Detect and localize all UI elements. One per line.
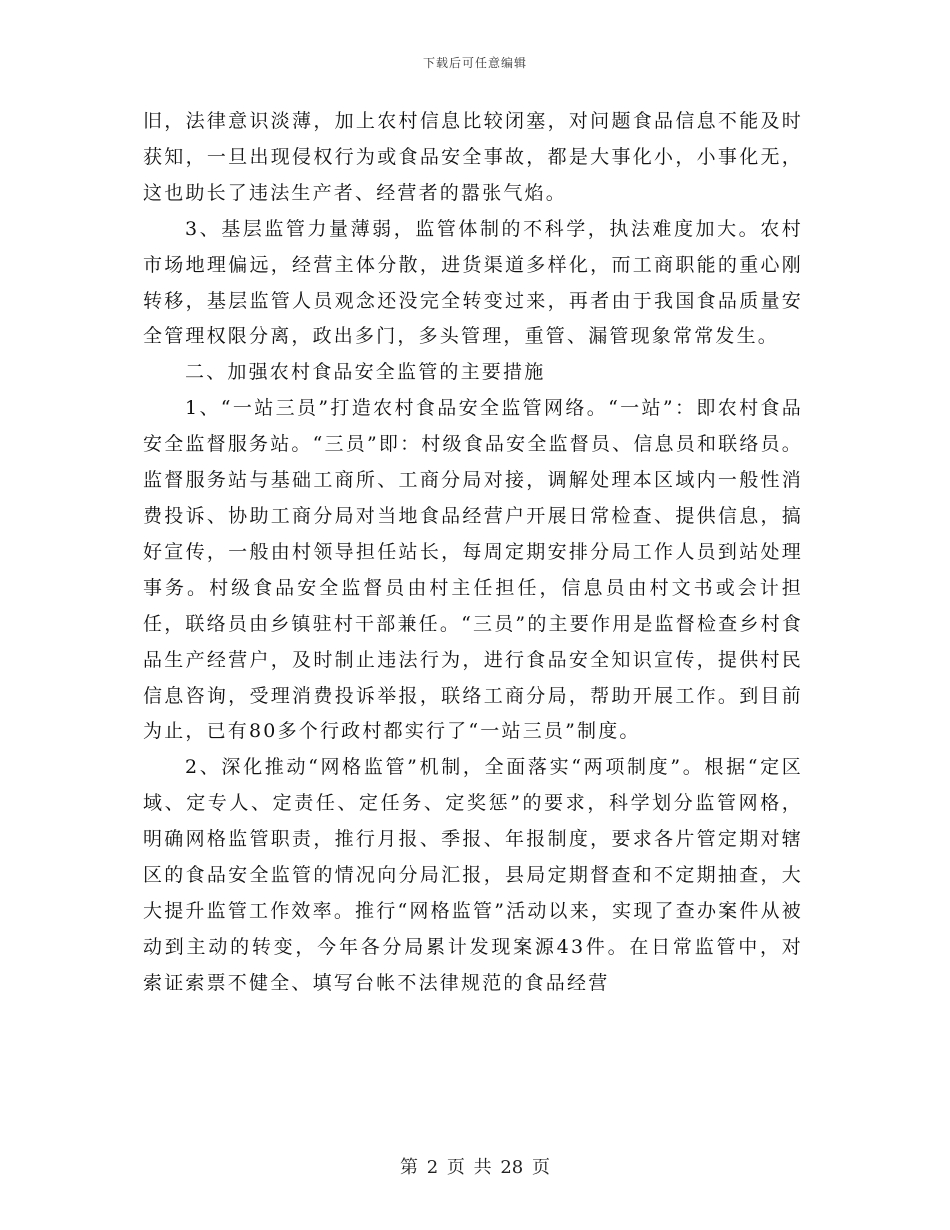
header-note: 下载后可任意编辑	[422, 56, 527, 70]
section-heading: 二、加强农村食品安全监管的主要措施	[185, 361, 546, 384]
paragraph-4: 2、深化推动“网格监管”机制，全面落实“两项制度”。根据“定区域、定专人、定责任、定任务、定奖惩”的要求，科学划分监管网格，明确网格监管职责，推行月报、季报、年报制度，要求各片管定期对辖区的食品安全监管的情况向分局汇报，县局定期督查和不定期抽查，大大提升监管工作效率。推行“网格监管”活动以来，实现了查办案件从被动到主动的转变，今年各分局累计发现案源43件。在日常监管中，对索证索票不健全、填写台帐不法律规范的食品经营	[143, 756, 803, 994]
paragraph-2: 3、基层监管力量薄弱，监管体制的不科学，执法难度加大。农村市场地理偏远，经营主体分散，进货渠道多样化，而工商职能的重心刚转移，基层监管人员观念还没完全转变过来，再者由于我国食品质量安全管理权限分离，政出多门，多头管理，重管、漏管现象常常发生。	[143, 217, 803, 348]
page-number: 第 2 页 共 28 页	[400, 1157, 550, 1178]
document-body	[143, 104, 803, 1002]
paragraph-3: 1、“一站三员”打造农村食品安全监管网络。“一站”：即农村食品安全监督服务站。“三员”即：村级食品安全监督员、信息员和联络员。监督服务站与基础工商所、工商分局对接，调解处理本区域内一般性消费投诉、协助工商分局对当地食品经营户开展日常检查、提供信息，搞好宣传，一般由村领导担任站长，每周定期安排分局工作人员到站处理事务。村级食品安全监督员由村主任担任，信息员由村文书或会计担任，联络员由乡镇驻村干部兼任。“三员”的主要作用是监督检查乡村食品生产经营户，及时制止违法行为，进行食品安全知识宣传，提供村民信息咨询，受理消费投诉举报，联络工商分局，帮助开展工作。到目前为止，已有80多个行政村都实行了“一站三员”制度。	[143, 397, 803, 743]
paragraph-1: 旧，法律意识淡薄，加上农村信息比较闭塞，对问题食品信息不能及时获知，一旦出现侵权行为或食品安全事故，都是大事化小，小事化无，这也助长了违法生产者、经营者的嚣张气焰。	[143, 110, 803, 204]
